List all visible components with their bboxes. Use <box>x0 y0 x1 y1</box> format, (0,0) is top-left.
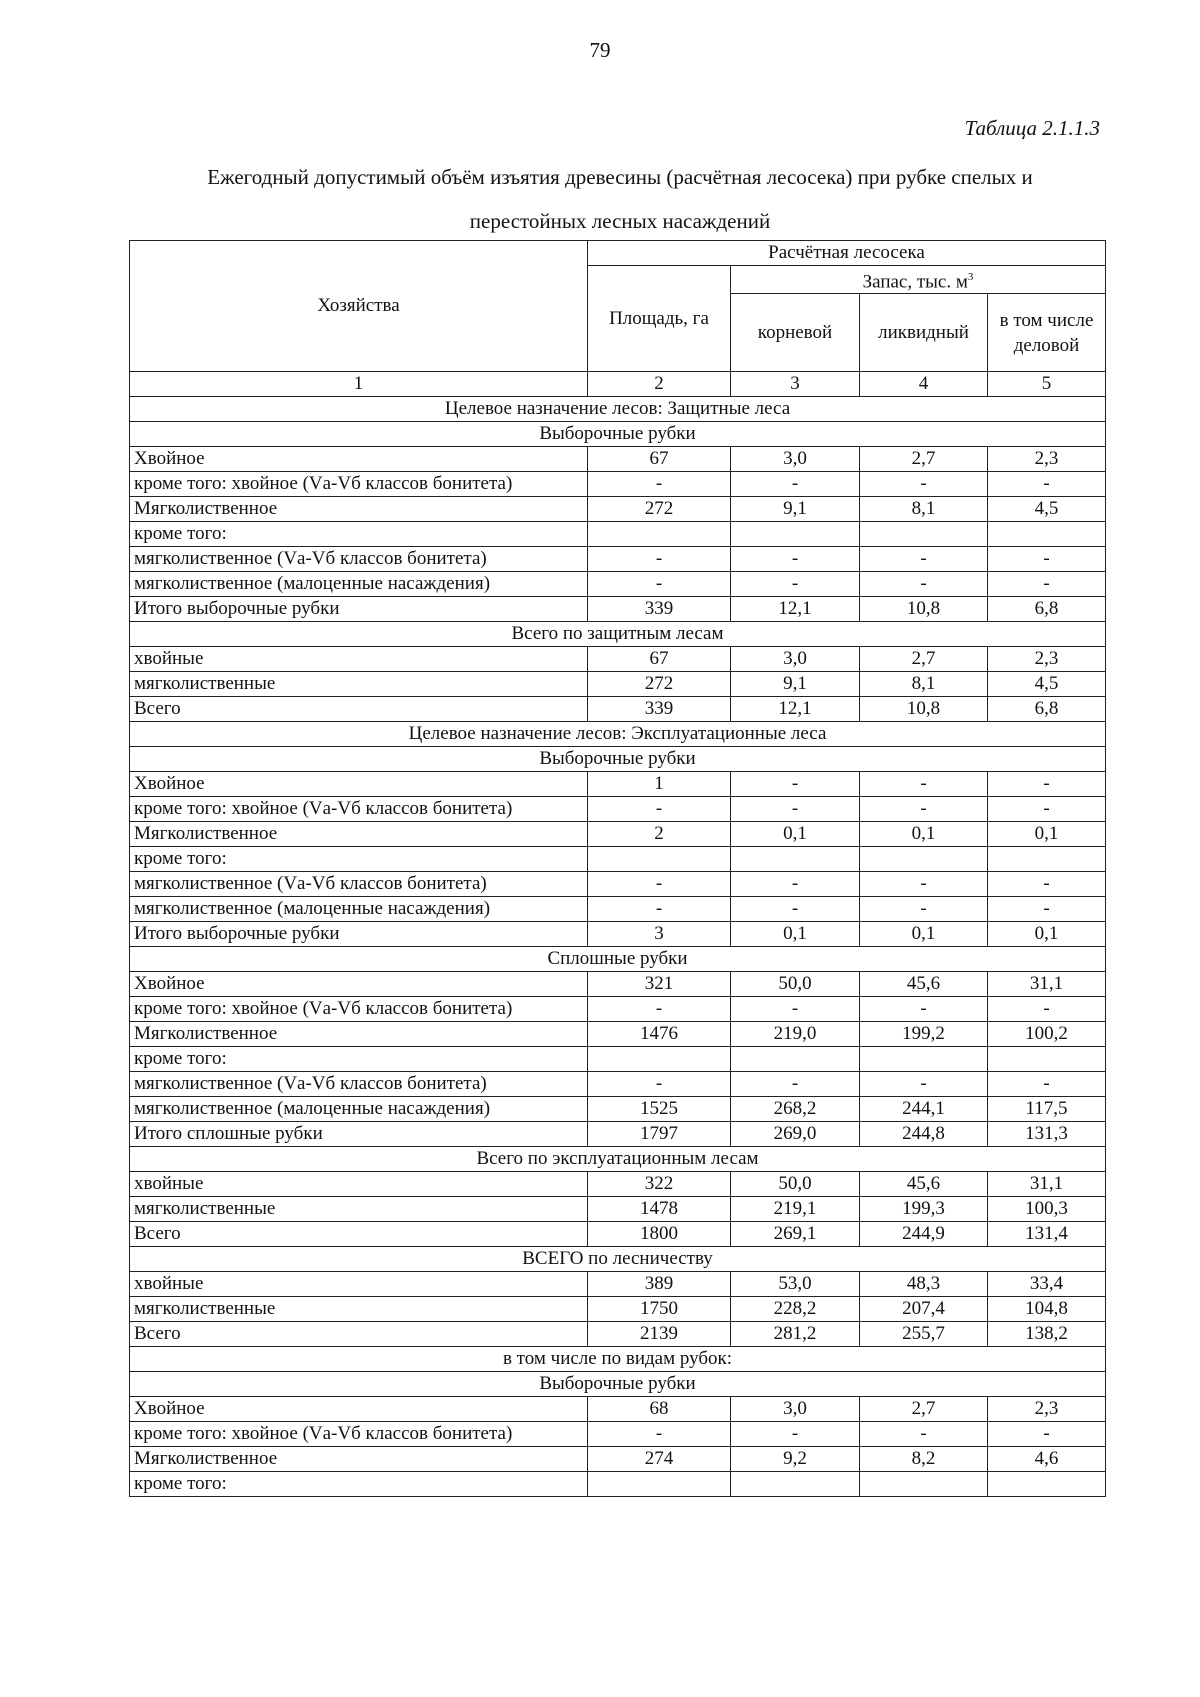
section-label: Выборочные рубки <box>130 747 1106 772</box>
table-row <box>130 572 1106 597</box>
table-row <box>130 447 1106 472</box>
table-row <box>130 697 1106 722</box>
row-label: Мягколиственное <box>130 1447 588 1472</box>
cell-col-5: 0,1 <box>988 822 1106 847</box>
cell-col-3: - <box>731 897 860 922</box>
header-area: Площадь, га <box>588 266 731 372</box>
cell-col-5: - <box>988 572 1106 597</box>
table-row <box>130 1272 1106 1297</box>
header-num-2: 2 <box>588 372 731 397</box>
table-row <box>130 1172 1106 1197</box>
cell-col-2 <box>588 522 731 547</box>
cell-col-4: 48,3 <box>860 1272 988 1297</box>
cell-col-5: - <box>988 797 1106 822</box>
header-stock <box>731 266 1106 294</box>
cell-col-3: 269,1 <box>731 1222 860 1247</box>
cell-col-3: 228,2 <box>731 1297 860 1322</box>
row-label: Итого выборочные рубки <box>130 597 588 622</box>
cell-col-3: 9,1 <box>731 672 860 697</box>
cell-col-5: 0,1 <box>988 922 1106 947</box>
cell-col-3: 9,2 <box>731 1447 860 1472</box>
cell-col-5: - <box>988 772 1106 797</box>
cell-col-5: - <box>988 897 1106 922</box>
cell-col-3: 53,0 <box>731 1272 860 1297</box>
cell-col-2: - <box>588 572 731 597</box>
cell-col-3: 3,0 <box>731 447 860 472</box>
title-line-2: перестойных лесных насаждений <box>469 209 771 233</box>
header-num-3: 3 <box>731 372 860 397</box>
cell-col-3: 0,1 <box>731 922 860 947</box>
row-label: мягколиственное (малоценные насаждения) <box>130 897 588 922</box>
cell-col-3: 12,1 <box>731 597 860 622</box>
cell-col-4: 199,3 <box>860 1197 988 1222</box>
cell-col-5: 2,3 <box>988 647 1106 672</box>
cell-col-4 <box>860 522 988 547</box>
cell-col-4: 244,9 <box>860 1222 988 1247</box>
cell-col-4: 255,7 <box>860 1322 988 1347</box>
row-label: хвойные <box>130 647 588 672</box>
cell-col-3: 9,1 <box>731 497 860 522</box>
cell-col-2 <box>588 1047 731 1072</box>
row-label: хвойные <box>130 1172 588 1197</box>
cell-col-5: - <box>988 472 1106 497</box>
cell-col-2 <box>588 1472 731 1497</box>
cell-col-2: - <box>588 872 731 897</box>
cell-col-3: 50,0 <box>731 972 860 997</box>
cell-col-4: - <box>860 872 988 897</box>
cell-col-5: 6,8 <box>988 697 1106 722</box>
row-label: кроме того: хвойное (Vа-Vб классов бонитета) <box>130 1422 588 1447</box>
cell-col-2: 67 <box>588 647 731 672</box>
table-row <box>130 822 1106 847</box>
cell-col-2: 68 <box>588 1397 731 1422</box>
cell-col-2: 321 <box>588 972 731 997</box>
row-label: Всего <box>130 1222 588 1247</box>
header-farms: Хозяйства <box>130 241 588 372</box>
table-row <box>130 522 1106 547</box>
cell-col-5: 4,5 <box>988 672 1106 697</box>
cell-col-4: 207,4 <box>860 1297 988 1322</box>
row-label: Всего <box>130 697 588 722</box>
section-label: Целевое назначение лесов: Защитные леса <box>130 397 1106 422</box>
section-row <box>130 622 1106 647</box>
table-row <box>130 1022 1106 1047</box>
cell-col-2: 389 <box>588 1272 731 1297</box>
cell-col-4: - <box>860 572 988 597</box>
table-row <box>130 1222 1106 1247</box>
cell-col-4: 0,1 <box>860 922 988 947</box>
cell-col-5 <box>988 1472 1106 1497</box>
row-label: Итого выборочные рубки <box>130 922 588 947</box>
table-row <box>130 497 1106 522</box>
cell-col-5: 2,3 <box>988 1397 1106 1422</box>
section-row <box>130 1147 1106 1172</box>
cell-col-5: 4,5 <box>988 497 1106 522</box>
cell-col-5: 131,3 <box>988 1122 1106 1147</box>
cell-col-3 <box>731 522 860 547</box>
row-label: мягколиственное (Vа-Vб классов бонитета) <box>130 547 588 572</box>
cell-col-2: - <box>588 1072 731 1097</box>
cell-col-3: 3,0 <box>731 647 860 672</box>
cell-col-3: 50,0 <box>731 1172 860 1197</box>
cell-col-4: 2,7 <box>860 647 988 672</box>
header-stock-superscript: 3 <box>967 271 974 283</box>
row-label: Мягколиственное <box>130 1022 588 1047</box>
row-label: кроме того: <box>130 1472 588 1497</box>
section-label: Выборочные рубки <box>130 1372 1106 1397</box>
cell-col-2: 2 <box>588 822 731 847</box>
table-row <box>130 597 1106 622</box>
section-row <box>130 1347 1106 1372</box>
cell-col-2 <box>588 847 731 872</box>
header-root: корневой <box>731 294 860 372</box>
cell-col-2: 1525 <box>588 1097 731 1122</box>
table-row <box>130 1322 1106 1347</box>
cell-col-4: 45,6 <box>860 972 988 997</box>
cell-col-4: - <box>860 897 988 922</box>
page-number: 79 <box>589 38 611 62</box>
cell-col-2: 272 <box>588 672 731 697</box>
table-row <box>130 972 1106 997</box>
cell-col-5: 117,5 <box>988 1097 1106 1122</box>
cell-col-2: 339 <box>588 697 731 722</box>
table-row <box>130 1472 1106 1497</box>
cell-col-3: 0,1 <box>731 822 860 847</box>
row-label: Хвойное <box>130 1397 588 1422</box>
cell-col-2: 322 <box>588 1172 731 1197</box>
cell-col-4 <box>860 1047 988 1072</box>
row-label: Хвойное <box>130 772 588 797</box>
header-stock-label: Запас, тыс. м <box>862 271 968 293</box>
section-label: Всего по эксплуатационным лесам <box>130 1147 1106 1172</box>
cell-col-3: - <box>731 1422 860 1447</box>
cell-col-3: - <box>731 797 860 822</box>
cell-col-4 <box>860 1472 988 1497</box>
row-label: Хвойное <box>130 972 588 997</box>
table-row <box>130 797 1106 822</box>
cell-col-3 <box>731 847 860 872</box>
cell-col-3: 281,2 <box>731 1322 860 1347</box>
cell-col-2: 1800 <box>588 1222 731 1247</box>
cell-col-2: 1476 <box>588 1022 731 1047</box>
section-row <box>130 422 1106 447</box>
cell-col-2: 274 <box>588 1447 731 1472</box>
table-row <box>130 1072 1106 1097</box>
section-row <box>130 722 1106 747</box>
header-num-5: 5 <box>988 372 1106 397</box>
row-label: кроме того: хвойное (Vа-Vб классов бонитета) <box>130 997 588 1022</box>
table-row <box>130 1422 1106 1447</box>
row-label: мягколиственные <box>130 1197 588 1222</box>
cell-col-2: 272 <box>588 497 731 522</box>
row-label: мягколиственное (малоценные насаждения) <box>130 1097 588 1122</box>
cell-col-2: 339 <box>588 597 731 622</box>
section-row <box>130 1372 1106 1397</box>
cell-col-2: 1750 <box>588 1297 731 1322</box>
cell-col-2: - <box>588 997 731 1022</box>
table-row <box>130 1122 1106 1147</box>
cell-col-5: - <box>988 1422 1106 1447</box>
table-row <box>130 1397 1106 1422</box>
cell-col-3: - <box>731 572 860 597</box>
cell-col-4: 8,1 <box>860 672 988 697</box>
cell-col-2: 67 <box>588 447 731 472</box>
row-label: кроме того: <box>130 1047 588 1072</box>
section-label: Целевое назначение лесов: Эксплуатационные леса <box>130 722 1106 747</box>
header-num-4: 4 <box>860 372 988 397</box>
section-row <box>130 747 1106 772</box>
cell-col-4: 8,1 <box>860 497 988 522</box>
cell-col-4: - <box>860 772 988 797</box>
row-label: кроме того: <box>130 522 588 547</box>
cell-col-4: 8,2 <box>860 1447 988 1472</box>
cell-col-2: - <box>588 897 731 922</box>
row-label: кроме того: хвойное (Vа-Vб классов бонитета) <box>130 797 588 822</box>
header-num-1: 1 <box>130 372 588 397</box>
table-row <box>130 897 1106 922</box>
document-title <box>100 155 1140 243</box>
cell-col-3: - <box>731 772 860 797</box>
cell-col-5: 104,8 <box>988 1297 1106 1322</box>
title-line-1: Ежегодный допустимый объём изъятия древесины (расчётная лесосека) при рубке спелых и <box>207 165 1033 189</box>
cell-col-4: - <box>860 472 988 497</box>
cell-col-3: - <box>731 472 860 497</box>
row-label: мягколиственные <box>130 672 588 697</box>
cell-col-4: 45,6 <box>860 1172 988 1197</box>
table-row <box>130 872 1106 897</box>
table-row <box>130 1097 1106 1122</box>
cell-col-3 <box>731 1472 860 1497</box>
cell-col-4: 10,8 <box>860 697 988 722</box>
cell-col-4: 2,7 <box>860 1397 988 1422</box>
cell-col-5: 100,2 <box>988 1022 1106 1047</box>
section-label: в том числе по видам рубок: <box>130 1347 1106 1372</box>
cell-col-4: 0,1 <box>860 822 988 847</box>
cell-col-4: 2,7 <box>860 447 988 472</box>
header-allowable-cut: Расчётная лесосека <box>588 241 1106 266</box>
table-label: Таблица 2.1.1.3 <box>964 116 1100 140</box>
cell-col-5 <box>988 1047 1106 1072</box>
cell-col-2: - <box>588 1422 731 1447</box>
cell-col-5: - <box>988 1072 1106 1097</box>
table-row <box>130 922 1106 947</box>
row-label: мягколиственное (Vа-Vб классов бонитета) <box>130 1072 588 1097</box>
table-row <box>130 472 1106 497</box>
cell-col-4: 199,2 <box>860 1022 988 1047</box>
row-label: хвойные <box>130 1272 588 1297</box>
cell-col-4 <box>860 847 988 872</box>
cell-col-3: 268,2 <box>731 1097 860 1122</box>
header-liquid: ликвидный <box>860 294 988 372</box>
cell-col-4: - <box>860 1072 988 1097</box>
cell-col-5 <box>988 847 1106 872</box>
cell-col-4: - <box>860 1422 988 1447</box>
cell-col-2: 1478 <box>588 1197 731 1222</box>
table-body <box>130 397 1106 1497</box>
cell-col-3: - <box>731 997 860 1022</box>
cell-col-3: - <box>731 547 860 572</box>
cell-col-4: - <box>860 797 988 822</box>
cell-col-3: 219,1 <box>731 1197 860 1222</box>
row-label: мягколиственное (Vа-Vб классов бонитета) <box>130 872 588 897</box>
cell-col-2: 2139 <box>588 1322 731 1347</box>
cell-col-4: 10,8 <box>860 597 988 622</box>
row-label: мягколиственные <box>130 1297 588 1322</box>
cell-col-2: 1797 <box>588 1122 731 1147</box>
cell-col-4: 244,8 <box>860 1122 988 1147</box>
cell-col-5: - <box>988 872 1106 897</box>
cell-col-2: - <box>588 472 731 497</box>
section-label: Всего по защитным лесам <box>130 622 1106 647</box>
cell-col-3: - <box>731 1072 860 1097</box>
cell-col-5: 6,8 <box>988 597 1106 622</box>
cell-col-2: 3 <box>588 922 731 947</box>
cell-col-5: 131,4 <box>988 1222 1106 1247</box>
table-row <box>130 547 1106 572</box>
table-row <box>130 672 1106 697</box>
cell-col-5: 33,4 <box>988 1272 1106 1297</box>
table-row <box>130 997 1106 1022</box>
cell-col-3: 12,1 <box>731 697 860 722</box>
cell-col-4: - <box>860 997 988 1022</box>
table-row <box>130 1197 1106 1222</box>
row-label: Хвойное <box>130 447 588 472</box>
row-label: Мягколиственное <box>130 497 588 522</box>
allowable-cut-table <box>129 240 1106 1497</box>
section-label: Выборочные рубки <box>130 422 1106 447</box>
cell-col-5: 2,3 <box>988 447 1106 472</box>
section-label: Сплошные рубки <box>130 947 1106 972</box>
table-row <box>130 772 1106 797</box>
header-business: в том числе деловой <box>988 294 1106 372</box>
cell-col-4: 244,1 <box>860 1097 988 1122</box>
cell-col-3: 219,0 <box>731 1022 860 1047</box>
cell-col-2: - <box>588 797 731 822</box>
table-header <box>130 241 1106 397</box>
cell-col-5: 138,2 <box>988 1322 1106 1347</box>
cell-col-5: - <box>988 997 1106 1022</box>
cell-col-5: 31,1 <box>988 972 1106 997</box>
section-row <box>130 397 1106 422</box>
row-label: Итого сплошные рубки <box>130 1122 588 1147</box>
cell-col-3: 3,0 <box>731 1397 860 1422</box>
row-label: кроме того: <box>130 847 588 872</box>
cell-col-5: 4,6 <box>988 1447 1106 1472</box>
row-label: мягколиственное (малоценные насаждения) <box>130 572 588 597</box>
section-row <box>130 947 1106 972</box>
section-label: ВСЕГО по лесничеству <box>130 1247 1106 1272</box>
cell-col-2: 1 <box>588 772 731 797</box>
cell-col-5 <box>988 522 1106 547</box>
row-label: кроме того: хвойное (Vа-Vб классов бонитета) <box>130 472 588 497</box>
section-row <box>130 1247 1106 1272</box>
cell-col-5: 100,3 <box>988 1197 1106 1222</box>
cell-col-2: - <box>588 547 731 572</box>
table-row <box>130 1297 1106 1322</box>
table-row <box>130 647 1106 672</box>
row-label: Всего <box>130 1322 588 1347</box>
cell-col-5: - <box>988 547 1106 572</box>
table-row <box>130 847 1106 872</box>
cell-col-4: - <box>860 547 988 572</box>
table-row <box>130 1047 1106 1072</box>
table-row <box>130 1447 1106 1472</box>
cell-col-5: 31,1 <box>988 1172 1106 1197</box>
cell-col-3 <box>731 1047 860 1072</box>
cell-col-3: - <box>731 872 860 897</box>
row-label: Мягколиственное <box>130 822 588 847</box>
cell-col-3: 269,0 <box>731 1122 860 1147</box>
